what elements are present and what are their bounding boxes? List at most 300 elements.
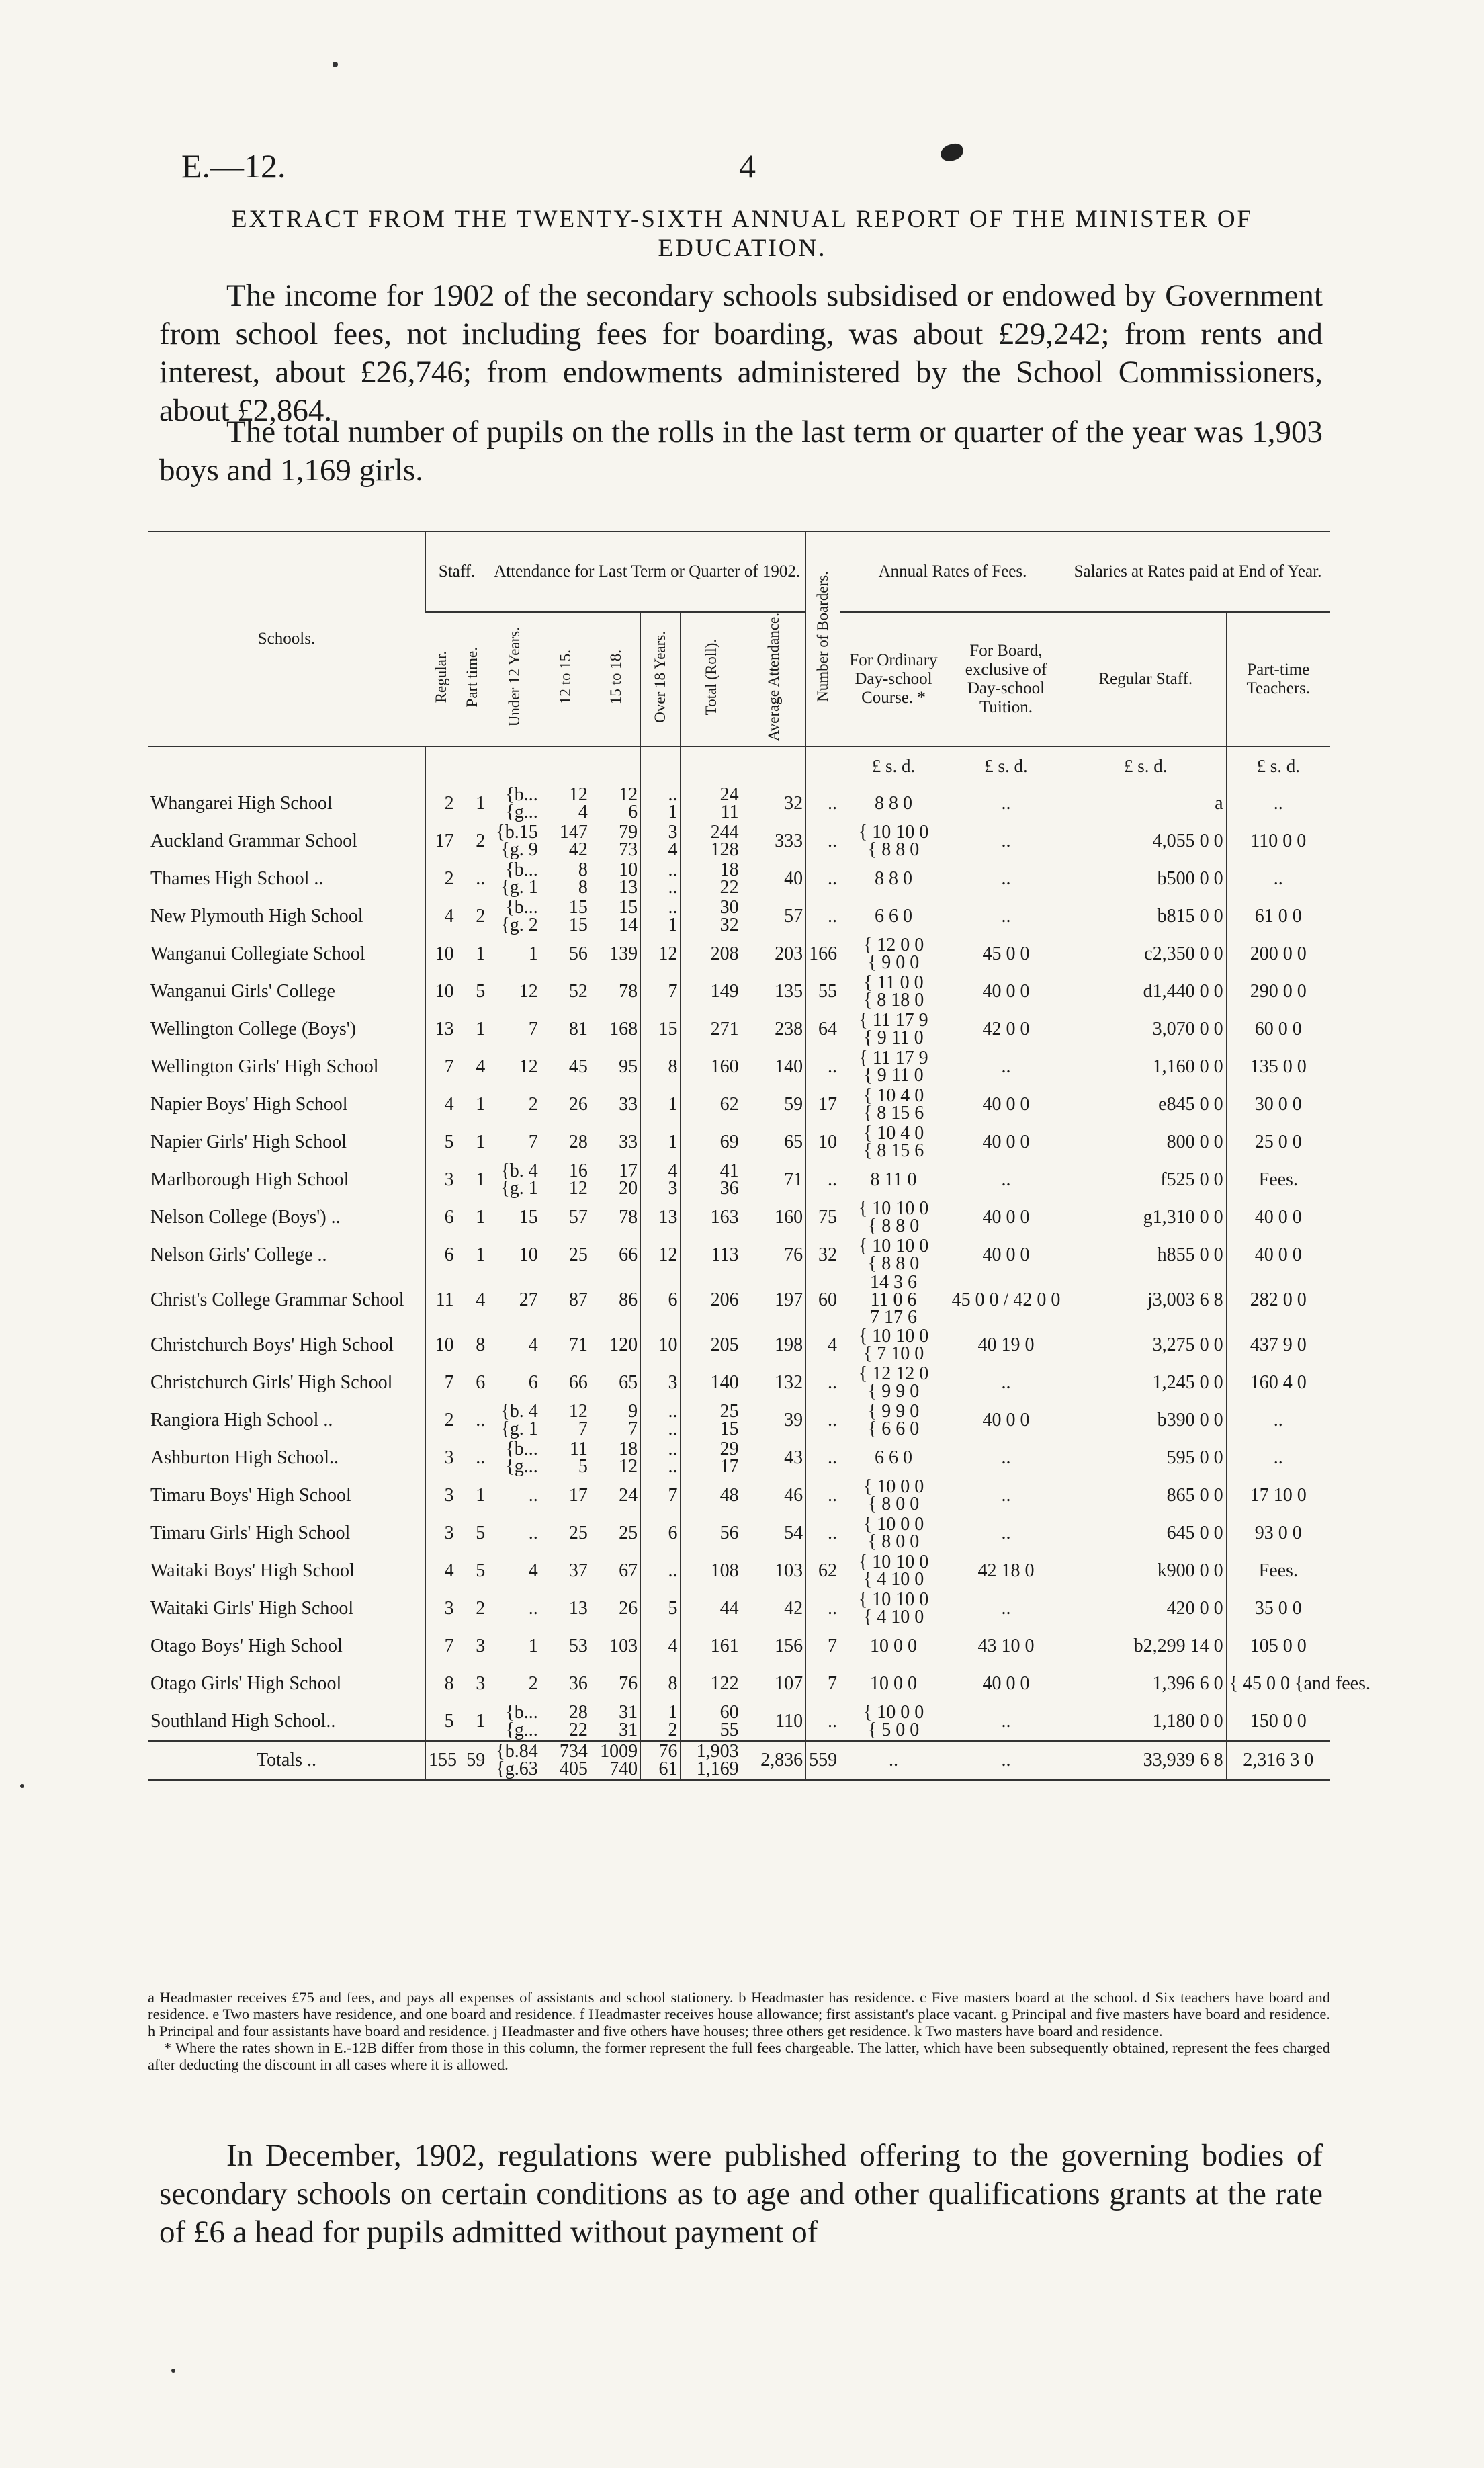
cell-total <box>681 1123 742 1161</box>
table-row <box>148 1274 1330 1326</box>
cell-a1518 <box>591 860 640 898</box>
cell-fee-ord <box>840 898 947 935</box>
school-name: Christchurch Girls' High School <box>150 1372 393 1394</box>
cell-boarders: 32 <box>806 1236 840 1274</box>
cell-line: 5 <box>668 1598 678 1619</box>
cell-line: 95 <box>619 1056 638 1078</box>
cell-line: .. <box>668 784 678 806</box>
cell-line: {b. 4 <box>500 1160 538 1182</box>
cell-a1215 <box>541 1627 591 1665</box>
cell-line: {b... <box>505 1702 538 1724</box>
cell-u12 <box>488 1011 541 1048</box>
cell-pt: 1 <box>457 1161 488 1199</box>
cell-line: 17 <box>619 1160 638 1182</box>
cell-line: 3 <box>668 822 678 843</box>
cell-line: {b... <box>505 784 538 806</box>
header-fee-ordinary: For Ordinary Day-school Course. * <box>840 612 947 747</box>
cell-sal-pt: { 45 0 0 {and fees. <box>1226 1665 1330 1703</box>
cell-line: .. <box>668 877 678 898</box>
cell-line: 10 0 0 <box>869 1635 917 1657</box>
cell-line: .. <box>668 1439 678 1460</box>
cell-fee-board: 40 0 0 <box>947 1402 1065 1439</box>
cell-o18 <box>641 1011 681 1048</box>
cell-sal-pt: 35 0 0 <box>1226 1590 1330 1627</box>
cell-avg: 110 <box>742 1703 805 1741</box>
cell-line: 78 <box>619 1207 638 1228</box>
cell-fee-ord <box>840 1515 947 1552</box>
cell-line: 208 <box>710 943 739 965</box>
unit-part: £ s. d. <box>1226 747 1330 785</box>
cell-u12 <box>488 1274 541 1326</box>
cell-o18 <box>641 1402 681 1439</box>
cell-line: 42 <box>568 839 588 861</box>
cell-a1215 <box>541 860 591 898</box>
table-row <box>148 860 1330 898</box>
cell-a1518 <box>591 1590 640 1627</box>
school-name: Wanganui Collegiate School <box>150 943 365 965</box>
cell-line: .. <box>668 897 678 919</box>
school-name: New Plymouth High School <box>150 906 363 927</box>
cell-sal-reg: 595 0 0 <box>1065 1439 1227 1477</box>
cell-line: 4 <box>578 802 588 823</box>
cell-a1518 <box>591 898 640 935</box>
cell-line: 1 <box>528 1635 538 1657</box>
cell-total <box>681 973 742 1011</box>
cell-line: 36 <box>719 1178 739 1199</box>
cell-line: 12 <box>519 1056 538 1078</box>
cell-line: 12 <box>658 1244 678 1266</box>
cell-line: 139 <box>609 943 638 965</box>
cell-fee-board: 40 0 0 <box>947 1236 1065 1274</box>
table-row <box>148 1439 1330 1477</box>
cell-reg: 3 <box>425 1439 457 1477</box>
cell-avg: 59 <box>742 1086 805 1123</box>
cell-sal-reg: f525 0 0 <box>1065 1161 1227 1199</box>
cell-line: { 10 10 0 <box>858 1236 929 1257</box>
cell-pt: .. <box>457 1439 488 1477</box>
cell-boarders: .. <box>806 860 840 898</box>
cell-line: { 6 6 0 <box>867 1418 920 1440</box>
cell-a1215 <box>541 1326 591 1364</box>
cell-line: 10 <box>658 1334 678 1356</box>
cell-line: 13 <box>568 1598 588 1619</box>
cell-line: 67 <box>619 1560 638 1582</box>
cell-line: 8 11 0 <box>870 1169 917 1191</box>
cell-line: { 12 0 0 <box>863 935 924 956</box>
cell-boarders: .. <box>806 1402 840 1439</box>
table-row <box>148 1364 1330 1402</box>
cell-line: 15 <box>568 897 588 919</box>
cell-total <box>681 860 742 898</box>
cell-line: { 8 8 0 <box>867 1216 920 1237</box>
cell-fee-board: .. <box>947 1590 1065 1627</box>
cell-sal-pt: 105 0 0 <box>1226 1627 1330 1665</box>
cell-fee-board: 45 0 0 / 42 0 0 <box>947 1274 1065 1326</box>
cell-line: { 7 10 0 <box>863 1343 924 1365</box>
cell-line: 1 <box>668 802 678 823</box>
cell-fee-board: .. <box>947 1048 1065 1086</box>
cell-avg: 54 <box>742 1515 805 1552</box>
cell-line: 206 <box>710 1289 739 1311</box>
cell-line: { 9 9 0 <box>867 1381 920 1402</box>
cell-line: { 8 0 0 <box>867 1494 920 1515</box>
cell-line: 163 <box>710 1207 739 1228</box>
cell-a1215 <box>541 973 591 1011</box>
cell-line: { 11 17 9 <box>859 1010 928 1031</box>
cell-sal-reg: h855 0 0 <box>1065 1236 1227 1274</box>
cell-line: 5 <box>578 1456 588 1478</box>
cell-line: 7 <box>528 1132 538 1153</box>
cell-sal-reg: d1,440 0 0 <box>1065 973 1227 1011</box>
cell-fee-board: 40 19 0 <box>947 1326 1065 1364</box>
cell-avg: 203 <box>742 935 805 973</box>
cell-fee-ord <box>840 1552 947 1590</box>
cell-a1518 <box>591 1326 640 1364</box>
cell-pt: 5 <box>457 1515 488 1552</box>
cell-sal-reg: e845 0 0 <box>1065 1086 1227 1123</box>
cell-o18 <box>641 973 681 1011</box>
cell-a1215 <box>541 1086 591 1123</box>
cell-total <box>681 898 742 935</box>
cell-a1518 <box>591 1477 640 1515</box>
cell-u12 <box>488 1590 541 1627</box>
cell-line: { 10 4 0 <box>863 1123 924 1144</box>
cell-sal-pt: 40 0 0 <box>1226 1199 1330 1236</box>
cell-total <box>681 1552 742 1590</box>
unit-ordinary: £ s. d. <box>840 747 947 785</box>
cell-fee-ord <box>840 1161 947 1199</box>
cell-fee-ord <box>840 1364 947 1402</box>
cell-a1518 <box>591 1439 640 1477</box>
cell-line: { 10 0 0 <box>863 1476 924 1498</box>
cell-line: 10 <box>519 1244 538 1266</box>
cell-reg: 13 <box>425 1011 457 1048</box>
cell-reg: 3 <box>425 1161 457 1199</box>
cell-o18 <box>641 1048 681 1086</box>
cell-total <box>681 1086 742 1123</box>
cell-line: 140 <box>710 1372 739 1394</box>
cell-boarders: 10 <box>806 1123 840 1161</box>
cell-line: 4 <box>528 1560 538 1582</box>
cell-sal-pt: 2,316 3 0 <box>1226 1741 1330 1780</box>
table-row <box>148 1236 1330 1274</box>
cell-line: 12 <box>619 784 638 806</box>
cell-line: 25 <box>568 1244 588 1266</box>
cell-u12 <box>488 1199 541 1236</box>
cell-sal-reg: 33,939 6 8 <box>1065 1741 1227 1780</box>
cell-line: 33 <box>619 1094 638 1115</box>
cell-pt: 1 <box>457 1086 488 1123</box>
cell-fee-ord <box>840 822 947 860</box>
cell-line: 6 <box>628 802 638 823</box>
cell-line: 1 <box>528 943 538 965</box>
school-name: Christchurch Boys' High School <box>150 1334 394 1356</box>
cell-pt: .. <box>457 1402 488 1439</box>
cell-line: 161 <box>710 1635 739 1657</box>
cell-sal-reg: 865 0 0 <box>1065 1477 1227 1515</box>
school-name: Otago Girls' High School <box>150 1673 342 1695</box>
cell-line: 86 <box>619 1289 638 1311</box>
cell-line: 87 <box>568 1289 588 1311</box>
cell-fee-board: 42 0 0 <box>947 1011 1065 1048</box>
cell-sal-reg: 800 0 0 <box>1065 1123 1227 1161</box>
cell-fee-ord <box>840 1123 947 1161</box>
table-row <box>148 973 1330 1011</box>
cell-a1215 <box>541 1552 591 1590</box>
cell-u12 <box>488 1364 541 1402</box>
cell-u12 <box>488 935 541 973</box>
cell-line: 740 <box>609 1758 638 1780</box>
cell-a1518 <box>591 1086 640 1123</box>
cell-boarders: .. <box>806 1515 840 1552</box>
cell-sal-pt: 200 0 0 <box>1226 935 1330 973</box>
cell-line: 62 <box>719 1094 739 1115</box>
cell-line: 9 <box>628 1401 638 1422</box>
cell-line: { 10 0 0 <box>863 1514 924 1535</box>
cell-line: 52 <box>568 981 588 1003</box>
cell-line: 6 6 0 <box>874 906 912 927</box>
cell-total <box>681 1364 742 1402</box>
school-name: Waitaki Girls' High School <box>150 1598 354 1619</box>
cell-line: { 8 15 6 <box>863 1103 924 1124</box>
cell-fee-board: 42 18 0 <box>947 1552 1065 1590</box>
cell-pt: 1 <box>457 785 488 822</box>
cell-o18 <box>641 1086 681 1123</box>
cell-boarders: .. <box>806 1439 840 1477</box>
cell-line: 26 <box>568 1094 588 1115</box>
cell-boarders: 166 <box>806 935 840 973</box>
cell-boarders: 62 <box>806 1552 840 1590</box>
cell-fee-ord <box>840 860 947 898</box>
school-name: Napier Boys' High School <box>150 1094 348 1115</box>
cell-line: 7 <box>668 981 678 1003</box>
cell-fee-ord <box>840 973 947 1011</box>
table-row <box>148 785 1330 822</box>
header-salaries: Salaries at Rates paid at End of Year. <box>1065 531 1331 612</box>
cell-line: 13 <box>658 1207 678 1228</box>
cell-line: 78 <box>619 981 638 1003</box>
cell-line: { 10 10 0 <box>858 1198 929 1220</box>
cell-o18 <box>641 1741 681 1780</box>
cell-fee-ord <box>840 1326 947 1364</box>
cell-avg: 160 <box>742 1199 805 1236</box>
cell-line: 15 <box>568 914 588 936</box>
cell-fee-board: .. <box>947 822 1065 860</box>
cell-avg: 140 <box>742 1048 805 1086</box>
cell-line: 66 <box>619 1244 638 1266</box>
cell-line: {b. 4 <box>500 1401 538 1422</box>
cell-line: 7 <box>628 1418 638 1440</box>
cell-line: 28 <box>568 1702 588 1724</box>
cell-line: {g. 1 <box>500 877 538 898</box>
cell-line: 1 <box>668 914 678 936</box>
cell-sal-pt: .. <box>1226 1439 1330 1477</box>
cell-line: 73 <box>619 839 638 861</box>
cell-u12 <box>488 898 541 935</box>
cell-total <box>681 1326 742 1364</box>
cell-a1518 <box>591 822 640 860</box>
cell-line: 4 <box>528 1334 538 1356</box>
cell-a1518 <box>591 1665 640 1703</box>
cell-avg: 2,836 <box>742 1741 805 1780</box>
cell-reg: 8 <box>425 1665 457 1703</box>
cell-sal-reg: 1,160 0 0 <box>1065 1048 1227 1086</box>
table-row <box>148 1515 1330 1552</box>
cell-u12 <box>488 1086 541 1123</box>
cell-o18 <box>641 1326 681 1364</box>
cell-line: .. <box>528 1485 538 1506</box>
cell-avg: 333 <box>742 822 805 860</box>
cell-pt: 1 <box>457 1477 488 1515</box>
cell-a1215 <box>541 1477 591 1515</box>
cell-line: 16 <box>568 1160 588 1182</box>
cell-line: 6 <box>668 1523 678 1544</box>
cell-total <box>681 1477 742 1515</box>
cell-u12 <box>488 1161 541 1199</box>
school-name: Rangiora High School .. <box>150 1410 333 1431</box>
header-15-to-18: 15 to 18. <box>591 612 640 747</box>
cell-pt: 1 <box>457 935 488 973</box>
header-salary-part-time: Part-time Teachers. <box>1226 612 1330 747</box>
cell-line: 27 <box>519 1289 538 1311</box>
cell-sal-pt: 160 4 0 <box>1226 1364 1330 1402</box>
cell-line: 8 <box>578 859 588 881</box>
cell-line: 405 <box>559 1758 588 1780</box>
page-title: EXTRACT FROM THE TWENTY-SIXTH ANNUAL REPORT OF THE MINISTER OF EDUCATION. <box>231 206 1254 262</box>
cell-a1215 <box>541 898 591 935</box>
cell-pt: .. <box>457 860 488 898</box>
cell-fee-board: 40 0 0 <box>947 1665 1065 1703</box>
header-boarders: Number of Boarders. <box>806 531 840 747</box>
cell-line: { 5 0 0 <box>867 1719 920 1741</box>
cell-o18 <box>641 1161 681 1199</box>
school-name: Napier Girls' High School <box>150 1132 347 1153</box>
cell-sal-reg: 645 0 0 <box>1065 1515 1227 1552</box>
cell-avg: 76 <box>742 1236 805 1274</box>
school-name: Wanganui Girls' College <box>150 981 335 1003</box>
cell-a1518 <box>591 935 640 973</box>
cell-reg: 2 <box>425 785 457 822</box>
cell-reg: 4 <box>425 1552 457 1590</box>
cell-line: 122 <box>710 1673 739 1695</box>
cell-avg: 71 <box>742 1161 805 1199</box>
cell-sal-reg: 3,070 0 0 <box>1065 1011 1227 1048</box>
cell-line: 8 <box>578 877 588 898</box>
cell-boarders: .. <box>806 1048 840 1086</box>
cell-line: 168 <box>609 1019 638 1040</box>
cell-line: 6 <box>668 1289 678 1311</box>
cell-total <box>681 1515 742 1552</box>
cell-u12 <box>488 1326 541 1364</box>
cell-line: 12 <box>568 1178 588 1199</box>
cell-o18 <box>641 860 681 898</box>
cell-avg: 103 <box>742 1552 805 1590</box>
cell-fee-board: .. <box>947 860 1065 898</box>
cell-a1215 <box>541 1048 591 1086</box>
cell-pt: 3 <box>457 1627 488 1665</box>
cell-fee-ord <box>840 1048 947 1086</box>
cell-boarders: .. <box>806 1590 840 1627</box>
cell-line: { 8 0 0 <box>867 1531 920 1553</box>
header-fee-board: For Board, exclusive of Day-school Tuition. <box>947 612 1065 747</box>
cell-line: 8 8 0 <box>874 793 912 814</box>
cell-line: {g... <box>505 1456 538 1478</box>
cell-pt: 4 <box>457 1048 488 1086</box>
cell-pt: 8 <box>457 1326 488 1364</box>
cell-sal-reg: a <box>1065 785 1227 822</box>
cell-boarders: 55 <box>806 973 840 1011</box>
footnote-letters: a Headmaster receives £75 and fees, and pays all expenses of assistants and school stationery. b Headmaster has residence. c Five masters board at the school. d Six teachers have board and residence. e Two masters have residence, and one board and residence. f Headmaster receives house allowance; first assistant's place vacant. g Principal and five masters have board and residence. h Principal and four assistants have board and residence. j Headmaster and five others have houses; three others get residence. k Two masters have board and residence. <box>148 1989 1330 2039</box>
cell-line: 13 <box>619 877 638 898</box>
cell-a1215 <box>541 1236 591 1274</box>
cell-u12 <box>488 1627 541 1665</box>
cell-avg: 238 <box>742 1011 805 1048</box>
cell-line: 12 <box>568 784 588 806</box>
footnotes <box>148 1989 1330 2073</box>
cell-boarders: 64 <box>806 1011 840 1048</box>
cell-reg: 7 <box>425 1627 457 1665</box>
cell-line: { 10 0 0 <box>863 1702 924 1724</box>
ink-dot <box>171 2369 175 2373</box>
cell-total <box>681 1199 742 1236</box>
school-name: Wellington College (Boys') <box>150 1019 357 1040</box>
cell-line: 55 <box>719 1719 739 1741</box>
cell-line: 4 <box>668 1160 678 1182</box>
cell-sal-reg: b500 0 0 <box>1065 860 1227 898</box>
cell-u12 <box>488 860 541 898</box>
cell-line: 120 <box>609 1334 638 1356</box>
cell-line: 25 <box>719 1401 739 1422</box>
school-name: Whangarei High School <box>150 793 333 814</box>
cell-line: 10 <box>619 859 638 881</box>
cell-sal-reg: 4,055 0 0 <box>1065 822 1227 860</box>
paragraph-income: The income for 1902 of the secondary schools subsidised or endowed by Government from school fees, not including fees for boarding, was about £29,242; from rents and interest, about £26,746; from endowments administered by the School Commissioners, about £2,864. <box>159 278 1323 428</box>
cell-line: 8 <box>668 1673 678 1695</box>
cell-avg: 32 <box>742 785 805 822</box>
cell-a1215 <box>541 1515 591 1552</box>
cell-a1215 <box>541 1703 591 1741</box>
cell-line: { 4 10 0 <box>863 1607 924 1628</box>
footnote-asterisk: * Where the rates shown in E.-12B differ from those in this column, the former represent the full fees chargeable. The latter, which have been subsequently obtained, represent the fees charged after deducting the discount in all cases where it is allowed. <box>148 2039 1330 2073</box>
cell-o18 <box>641 1665 681 1703</box>
cell-sal-reg: b390 0 0 <box>1065 1402 1227 1439</box>
cell-fee-ord <box>840 1199 947 1236</box>
cell-sal-reg: 3,275 0 0 <box>1065 1326 1227 1364</box>
cell-a1518 <box>591 1011 640 1048</box>
cell-fee-ord <box>840 1402 947 1439</box>
cell-sal-reg: j3,003 6 8 <box>1065 1274 1227 1326</box>
cell-sal-reg: g1,310 0 0 <box>1065 1199 1227 1236</box>
cell-line: { 11 17 9 <box>859 1048 928 1069</box>
cell-line: 11 0 6 <box>870 1289 917 1311</box>
cell-line: 108 <box>710 1560 739 1582</box>
cell-line: 79 <box>619 822 638 843</box>
header-average-attendance: Average Attendance. <box>742 612 805 747</box>
cell-fee-board: .. <box>947 1439 1065 1477</box>
cell-total <box>681 822 742 860</box>
cell-sal-reg: b2,299 14 0 <box>1065 1627 1227 1665</box>
cell-sal-pt: .. <box>1226 1402 1330 1439</box>
table-row <box>148 1123 1330 1161</box>
cell-line: {b.15 <box>496 822 538 843</box>
cell-sal-pt: 437 9 0 <box>1226 1326 1330 1364</box>
cell-sal-pt: 40 0 0 <box>1226 1236 1330 1274</box>
cell-line: 41 <box>719 1160 739 1182</box>
cell-a1518 <box>591 1236 640 1274</box>
cell-line: 103 <box>609 1635 638 1657</box>
cell-line: 12 <box>619 1456 638 1478</box>
cell-a1215 <box>541 1123 591 1161</box>
